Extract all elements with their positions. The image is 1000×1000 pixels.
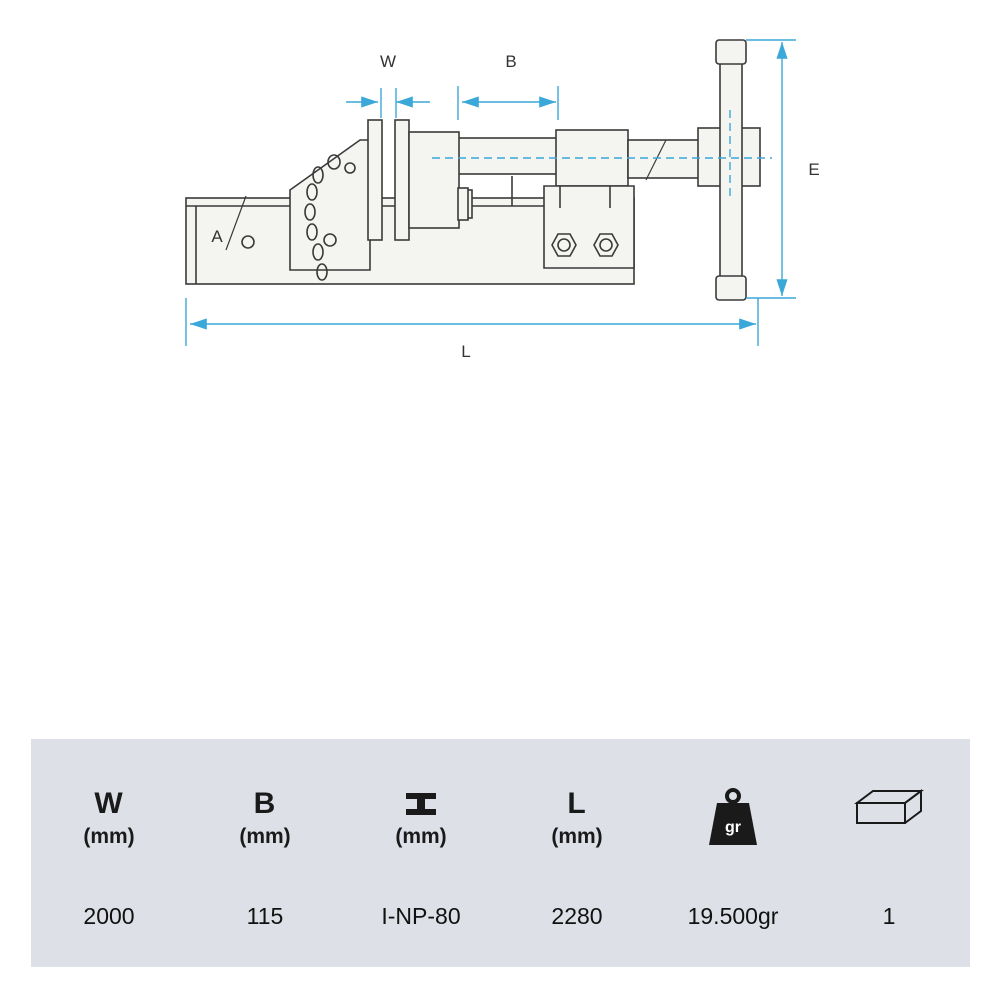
- spec-column-b: [187, 739, 343, 967]
- spec-value: I-NP-80: [381, 903, 461, 929]
- spec-unit: (mm): [83, 825, 135, 848]
- b-label: B: [505, 52, 517, 71]
- spec-value: 2280: [551, 903, 603, 929]
- spec-table: [31, 739, 970, 967]
- box-icon: [853, 787, 925, 827]
- spec-header: [655, 787, 811, 859]
- slide-rod: [458, 138, 558, 174]
- spindle-screw: [628, 140, 700, 178]
- fixed-jaw: [290, 140, 370, 270]
- spec-header: [187, 787, 343, 859]
- spec-header: [31, 787, 187, 859]
- spec-column-l: [499, 739, 655, 967]
- a-label: A: [211, 227, 223, 246]
- t-handle-knob-top: [716, 40, 746, 64]
- clamp-body: [186, 40, 760, 300]
- spec-symbol: L: [567, 787, 587, 820]
- spec-unit: (mm): [395, 825, 447, 848]
- t-handle-bar: [720, 60, 742, 280]
- i-beam-icon: [404, 791, 438, 817]
- movable-jaw: [409, 132, 459, 228]
- spec-symbol: B: [253, 787, 277, 820]
- spec-header: [499, 787, 655, 859]
- w-label: W: [379, 52, 397, 71]
- weight-icon: [707, 787, 759, 847]
- weight-icon-text: gr: [725, 819, 741, 836]
- l-label: L: [461, 342, 471, 361]
- e-label: E: [808, 160, 820, 179]
- spec-value: 115: [246, 903, 284, 929]
- clamp-technical-drawing: [0, 0, 1000, 420]
- bolt-hole: [242, 236, 254, 248]
- spec-unit: (mm): [239, 825, 291, 848]
- spec-value: 19.500gr: [687, 903, 779, 929]
- spec-value: 1: [882, 903, 896, 929]
- spec-header: [811, 787, 967, 859]
- spec-value: 2000: [83, 903, 135, 929]
- spec-column-weight: [655, 739, 811, 967]
- spec-unit: (mm): [551, 825, 603, 848]
- spec-column-quantity: [811, 739, 967, 967]
- spec-column-profile: [343, 739, 499, 967]
- spec-header: [343, 787, 499, 859]
- t-handle-knob-bottom: [716, 276, 746, 300]
- spec-symbol: W: [94, 787, 124, 820]
- spec-column-w: [31, 739, 187, 967]
